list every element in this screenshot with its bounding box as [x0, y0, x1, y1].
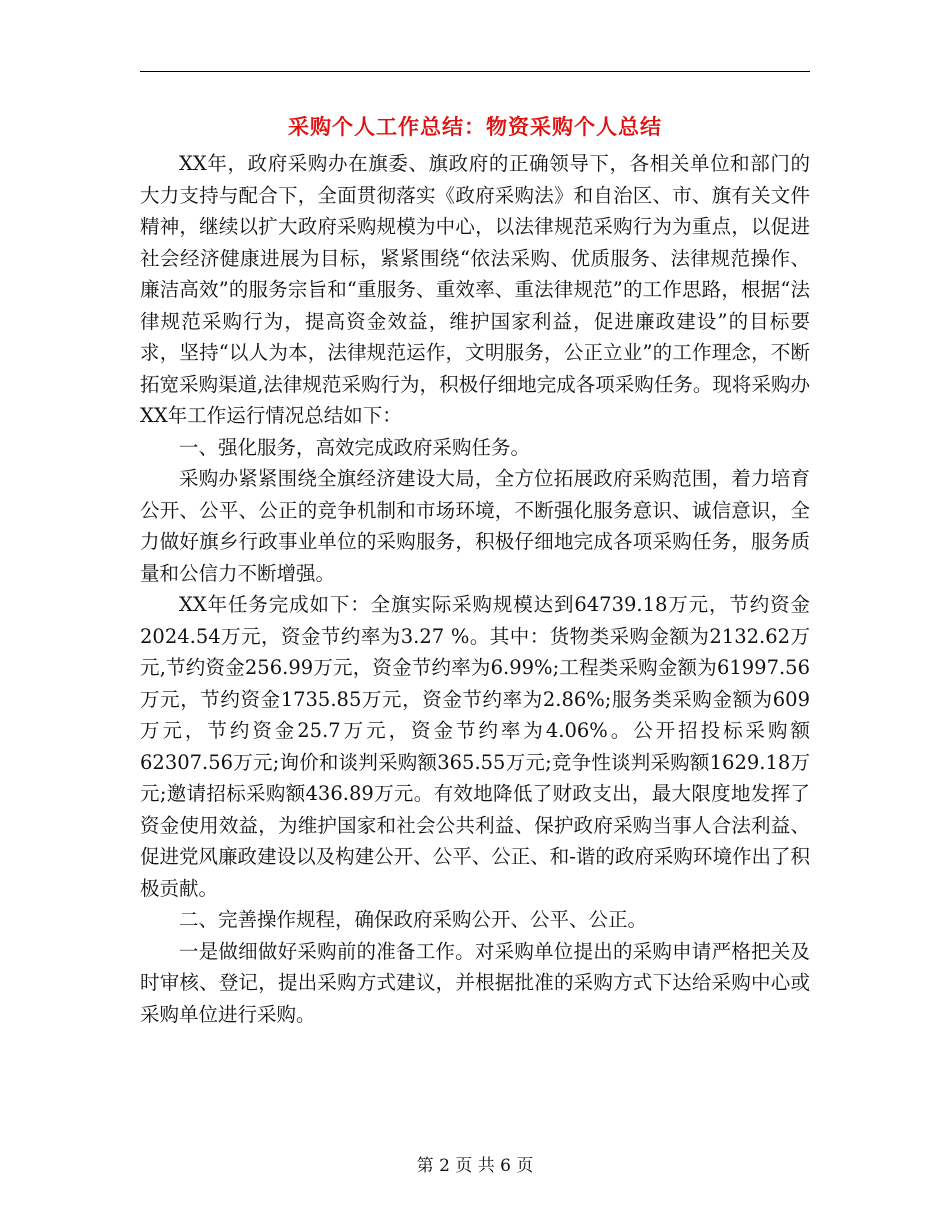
document-body [140, 148, 810, 1030]
section-1-paragraph: 采购办紧紧围绕全旗经济建设大局，全方位拓展政府采购范围，着力培育公开、公平、公正的竞争机制和市场环境，不断强化服务意识、诚信意识，全力做好旗乡行政事业单位的采购服务，积极仔细地完成各项采购任务，服务质量和公信力不断增强。 [140, 467, 810, 585]
intro-paragraph: XX年，政府采购办在旗委、旗政府的正确领导下，各相关单位和部门的大力支持与配合下，全面贯彻落实《政府采购法》和自治区、市、旗有关文件精神，继续以扩大政府采购规模为中心，以法律规范采购行为为重点，以促进社会经济健康进展为目标，紧紧围绕“依法采购、优质服务、法律规范操作、廉洁高效”的服务宗旨和“重服务、重效率、重法律规范”的工作思路，根据“法律规范采购行为，提高资金效益，维护国家利益，促进廉政建设”的目标要求，坚持“以人为本，法律规范运作，文明服务，公正立业”的工作理念，不断拓宽采购渠道,法律规范采购行为，积极仔细地完成各项采购任务。现将采购办XX年工作运行情况总结如下： [140, 152, 810, 427]
section-2-paragraph: 一是做细做好采购前的准备工作。对采购单位提出的采购申请严格把关及时审核、登记，提出采购方式建议，并根据批准的采购方式下达给采购中心或采购单位进行采购。 [140, 939, 810, 1026]
section-heading-2: 二、完善操作规程，确保政府采购公开、公平、公正。 [179, 908, 648, 931]
header-rule [140, 71, 810, 72]
page-number-footer: 第 2 页 共 6 页 [416, 1156, 534, 1176]
statistics-paragraph: XX年任务完成如下：全旗实际采购规模达到64739.18万元，节约资金2024.54万元，资金节约率为3.27 %。其中：货物类采购金额为2132.62万元,节约资金256.99万元，资金节约率为6.99%;工程类采购金额为61997.56万元，节约资金1735.85万元，资金节约率为2.86%;服务类采购金额为609万元，节约资金25.7万元，资金节约率为4.06%。公开招投标采购额62307.56万元;询价和谈判采购额365.55万元;竞争性谈判采购额1629.18万元;邀请招标采购额436.89万元。有效地降低了财政支出，最大限度地发挥了资金使用效益，为维护国家和社会公共利益、保护政府采购当事人合法利益、促进党风廉政建设以及构建公开、公平、公正、和-谐的政府采购环境作出了积极贡献。 [140, 593, 810, 900]
section-heading-1: 一、强化服务，高效完成政府采购任务。 [179, 435, 531, 459]
document-title: 采购个人工作总结：物资采购个人总结 [288, 114, 662, 139]
